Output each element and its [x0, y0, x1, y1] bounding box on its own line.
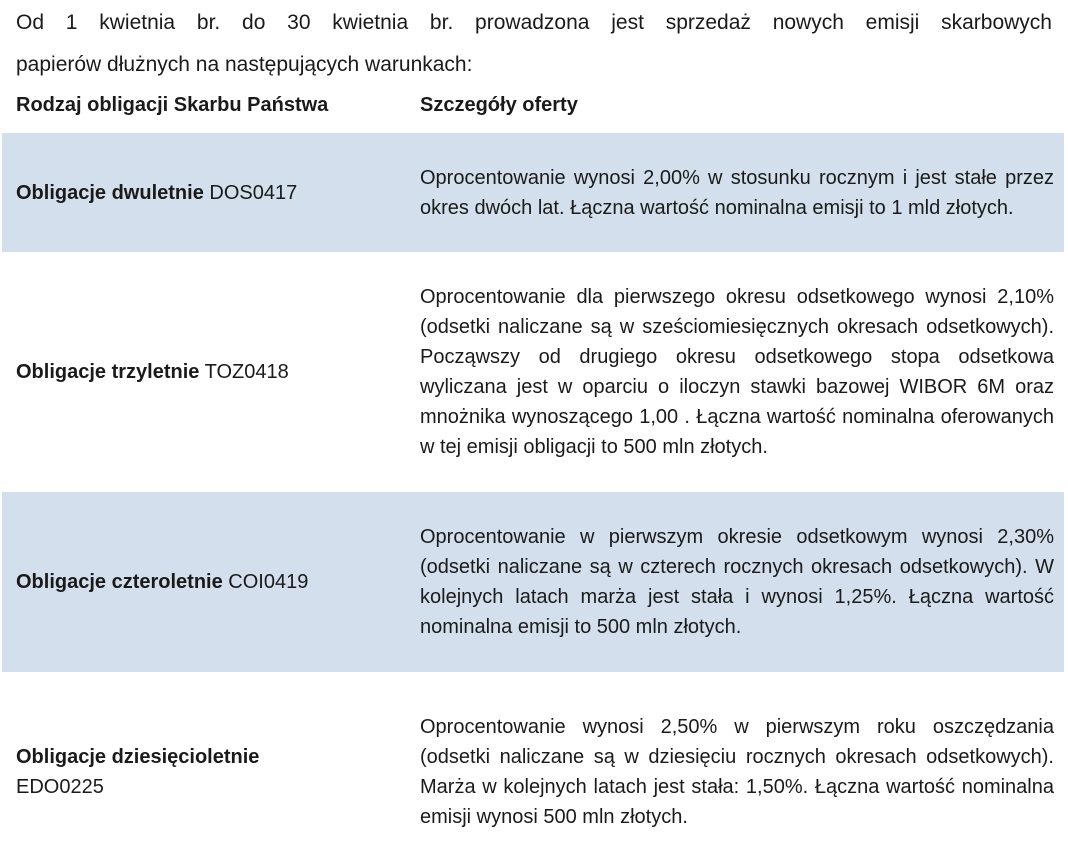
bond-type-name: Obligacje dziesięcioletnie — [16, 745, 260, 768]
bond-code: TOZ0418 — [204, 361, 289, 383]
bond-code: COI0419 — [228, 571, 309, 593]
bond-type-cell — [16, 567, 396, 597]
bond-type-name: Obligacje czteroletnie — [16, 571, 223, 593]
table-header — [0, 94, 1068, 126]
header-offer-details: Szczegóły oferty — [420, 94, 578, 116]
offer-details-cell: Oprocentowanie dla pierwszego okresu odsetkowego wynosi 2,10% (odsetki naliczane są w sześciomiesięcznych okresach odsetkowych). Począwszy od drugiego okresu odsetkowego stopa odsetkowa wyliczana jest w oparciu o iloczyn stawki bazowej WIBOR 6M oraz mnożnika wynoszącego 1,00 . Łączna wartość nominalna oferowanych w tej emisji obligacji to 500 mln złotych. — [420, 286, 1054, 458]
bond-type-cell — [16, 178, 396, 208]
intro-paragraph — [16, 2, 1052, 86]
intro-line-2: papierów dłużnych na następujących warunkach: — [16, 53, 473, 76]
table-row — [2, 252, 1064, 492]
bond-code: DOS0417 — [209, 181, 298, 204]
offer-details-cell: Oprocentowanie wynosi 2,00% w stosunku rocznym i jest stałe przez okres dwóch lat. Łączna wartość nominalna emisji to 1 mld złotych. — [420, 166, 1054, 219]
offer-details-cell: Oprocentowanie w pierwszym okresie odsetkowym wynosi 2,30% (odsetki naliczane są w czterech rocznych okresach odsetkowych). W kolejnych latach marża jest stała i wynosi 1,25%. Łączna wartość nominalna emisji to 500 mln złotych. — [420, 526, 1054, 638]
table-row — [2, 492, 1064, 672]
offer-details-cell: Oprocentowanie wynosi 2,50% w pierwszym roku oszczędzania (odsetki naliczane są w dziesięciu rocznych okresach odsetkowych). Marża w kolejnych latach jest stała: 1,50%. Łączna wartość nominalna emisji wynosi 500 mln złotych. — [420, 715, 1054, 828]
header-bond-type: Rodzaj obligacji Skarbu Państwa — [16, 94, 329, 116]
bond-type-cell — [16, 357, 396, 387]
bond-type-cell — [16, 742, 396, 802]
bond-type-name: Obligacje dwuletnie — [16, 181, 204, 204]
table-row — [2, 672, 1064, 850]
table-row — [2, 133, 1064, 252]
bond-code: EDO0225 — [16, 775, 104, 798]
bond-type-name: Obligacje trzyletnie — [16, 361, 200, 383]
intro-line-1: Od 1 kwietnia br. do 30 kwietnia br. prowadzona jest sprzedaż nowych emisji skarbowych — [16, 11, 1052, 34]
